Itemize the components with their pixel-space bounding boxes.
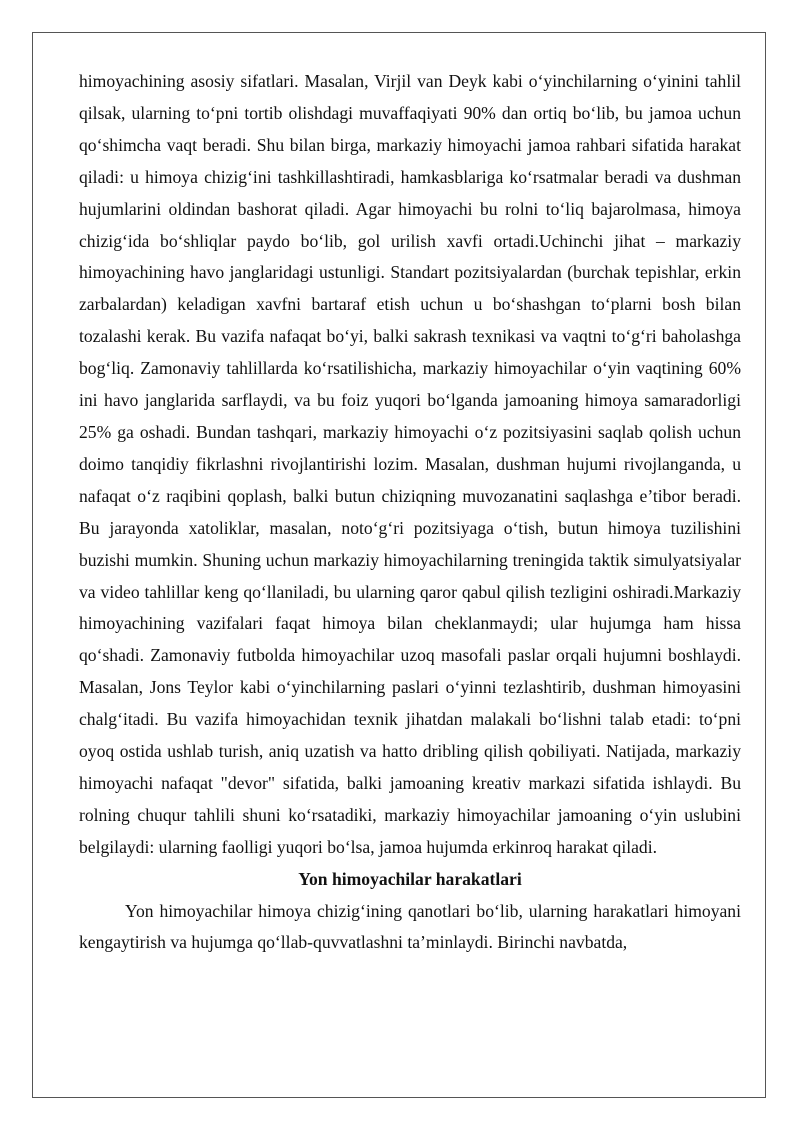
paragraph-full-backs: Yon himoyachilar himoya chizig‘ining qanotlari bo‘lib, ularning harakatlari himoyani kengaytirish va hujumga qo‘llab-quvvatlashni ta’minlaydi. Birinchi navbatda, [79, 900, 741, 953]
document-body [79, 66, 741, 959]
paragraph-central-defender: himoyachining asosiy sifatlari. Masalan, Virjil van Deyk kabi o‘yinchilarning o‘yinini tahlil qilsak, ularning to‘pni tortib olishdagi muvaffaqiyati 90% dan ortiq bo‘lib, bu jamoa uchun qo‘shimcha vaqt beradi. Shu bilan birga, markaziy himoyachi jamoa rahbari sifatida harakat qiladi: u himoya chizig‘ini tashkillashtiradi, hamkasblariga ko‘rsatmalar beradi va dushman hujumlarini oldindan bashorat qiladi. Agar himoyachi bu rolni to‘liq bajarolmasa, himoya chizig‘ida bo‘shliqlar paydo bo‘lib, gol urilish xavfi ortadi.Uchinchi jihat – markaziy himoyachining havo janglaridagi ustunligi. Standart pozitsiyalardan (burchak tepishlar, erkin zarbalardan) keladigan xavfni bartaraf etish uchun u bo‘shashgan to‘plarni bosh bilan tozalashi kerak. Bu vazifa nafaqat bo‘yi, balki sakrash texnikasi va vaqtni to‘g‘ri baholashga bog‘liq. Zamonaviy tahlillarda ko‘rsatilishicha, markaziy himoyachilar o‘yin vaqtining 60% ini havo janglarida sarflaydi, va bu foiz yuqori bo‘lganda jamoaning himoya samaradorligi 25% ga oshadi. Bundan tashqari, markaziy himoyachi o‘z pozitsiyasini saqlab qolish uchun doimo tanqidiy fikrlashni rivojlantirishi lozim. Masalan, dushman hujumi rivojlanganda, u nafaqat o‘z raqibini qoplash, balki butun chiziqning muvozanatini saqlashga e’tibor beradi. Bu jarayonda xatoliklar, masalan, noto‘g‘ri pozitsiyaga o‘tish, butun himoya tuzilishini buzishi mumkin. Shuning uchun markaziy himoyachilarning treningida taktik simulyatsiyalar va video tahlillar keng qo‘llaniladi, bu ularning qaror qabul qilish tezligini oshiradi.Markaziy himoyachining vazifalari faqat himoya bilan cheklanmaydi; ular hujumga ham hissa qo‘shadi. Zamonaviy futbolda himoyachilar uzoq masofali paslar orqali hujumni boshlaydi. Masalan, Jons Teylor kabi o‘yinchilarning paslari o‘yinni tezlashtirib, dushman himoyasini chalg‘itadi. Bu vazifa himoyachidan texnik jihatdan malakali bo‘lishni talab etadi: to‘pni oyoq ostida ushlab turish, aniq uzatish va hatto dribling qilish qobiliyati. Natijada, markaziy himoyachi nafaqat "devor" sifatida, balki jamoaning kreativ markazi sifatida ishlaydi. Bu rolning chuqur tahlili shuni ko‘rsatadiki, markaziy himoyachilar jamoaning o‘yin uslubini belgilaydi: ularning faolligi yuqori bo‘lsa, jamoa hujumda erkinroq harakat qiladi. [79, 71, 741, 857]
section-heading: Yon himoyachilar harakatlari [298, 868, 522, 889]
